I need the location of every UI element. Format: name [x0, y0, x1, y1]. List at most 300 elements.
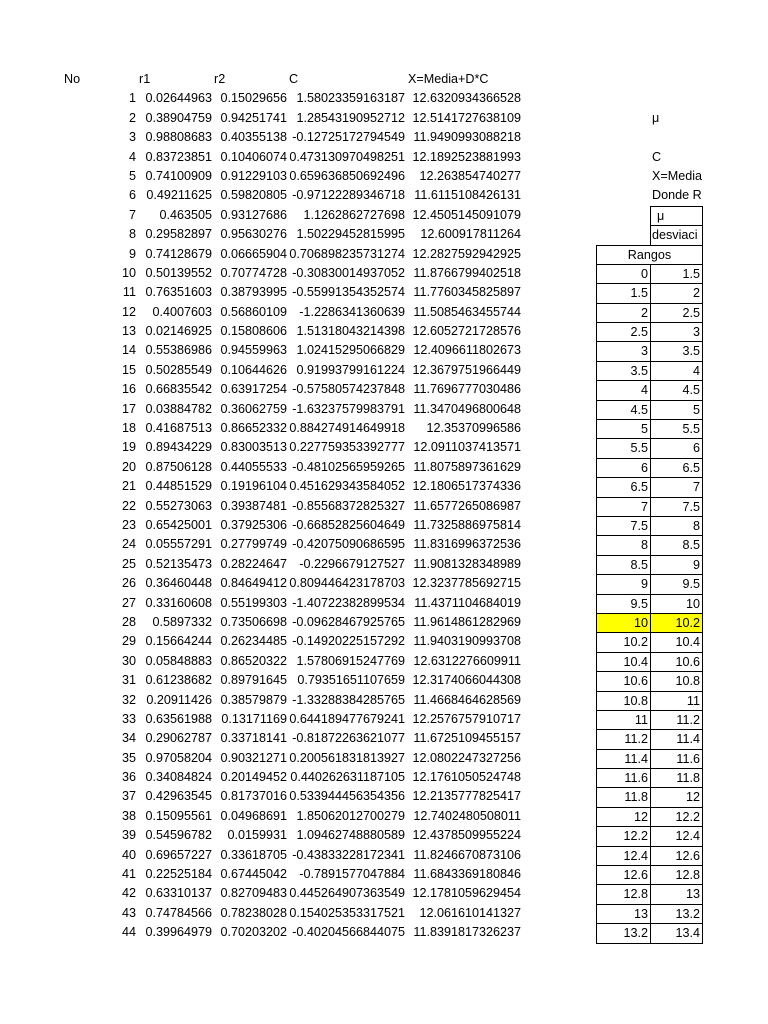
- data-sheet: [0, 70, 596, 943]
- cell-no: 27: [121, 595, 136, 610]
- cell-no: 33: [121, 711, 136, 726]
- cell-no: 13: [121, 324, 136, 339]
- data-row: [0, 322, 596, 341]
- rango-row: [596, 768, 703, 787]
- cell-x: 12.263854740277: [419, 168, 521, 183]
- cell-c: 1.50229452815995: [296, 227, 405, 242]
- cell-r2: 0.10406074: [220, 149, 287, 164]
- data-row: [0, 807, 596, 826]
- cell-no: 12: [121, 304, 136, 319]
- cell-r1: 0.33160608: [145, 595, 212, 610]
- rango-row: [596, 322, 703, 341]
- rango-row: [596, 535, 703, 554]
- data-row: [0, 400, 596, 419]
- cell-c: 1.1262862727698: [303, 207, 405, 222]
- cell-r2: 0.40355138: [220, 130, 287, 145]
- cell-x: 12.7402480508011: [413, 808, 521, 823]
- rangos-table: [596, 264, 703, 944]
- cell-c: 0.91993799161224: [296, 362, 405, 377]
- cell-no: 25: [121, 556, 136, 571]
- rango-from-cell: 5.5: [596, 438, 650, 457]
- cell-no: 18: [121, 421, 136, 436]
- rango-row: [596, 671, 703, 690]
- cell-c: -1.33288384285765: [292, 692, 405, 707]
- cell-no: 39: [121, 828, 136, 843]
- cell-x: 12.061610141327: [419, 905, 521, 920]
- cell-c: 0.440262631187105: [290, 770, 405, 785]
- data-row: [0, 671, 596, 690]
- cell-c: -0.7891577047884: [299, 867, 405, 882]
- cell-r2: 0.94559963: [220, 343, 287, 358]
- data-row: [0, 904, 596, 923]
- cell-r1: 0.50285549: [145, 362, 212, 377]
- rango-row: [596, 555, 703, 574]
- cell-r1: 0.02644963: [145, 91, 212, 106]
- rango-from-cell: 4.5: [596, 400, 650, 419]
- cell-r2: 0.36062759: [220, 401, 287, 416]
- data-row: [0, 206, 596, 225]
- cell-x: 12.3174066044308: [412, 673, 521, 688]
- cell-r1: 0.36460448: [145, 576, 212, 591]
- x-media-note: X=Media: [652, 168, 703, 183]
- cell-r1: 0.42963545: [145, 789, 212, 804]
- cell-r2: 0.59820805: [220, 188, 287, 203]
- cell-r1: 0.61238682: [145, 673, 212, 688]
- cell-x: 12.0911037413571: [413, 440, 521, 455]
- cell-x: 11.6843369180846: [413, 867, 521, 882]
- rango-to-cell: 2: [650, 283, 703, 302]
- rango-from-cell: 11: [596, 710, 650, 729]
- cell-no: 1: [128, 91, 136, 106]
- cell-no: 43: [121, 905, 136, 920]
- cell-x: 12.2827592942925: [412, 246, 521, 261]
- cell-c: -0.97122289346718: [292, 188, 405, 203]
- rango-row: [596, 516, 703, 535]
- rango-to-cell: 13.4: [650, 923, 703, 942]
- rango-from-cell: 10: [596, 613, 650, 632]
- cell-no: 29: [121, 634, 136, 649]
- rangos-header: Rangos: [596, 245, 703, 264]
- cell-x: 11.8075897361629: [413, 459, 521, 474]
- cell-c: 1.58023359163187: [296, 91, 405, 106]
- rango-to-cell: 13: [650, 884, 703, 903]
- cell-c: 1.02415295066829: [296, 343, 405, 358]
- cell-no: 19: [121, 440, 136, 455]
- rango-to-cell: 1.5: [650, 264, 703, 283]
- data-row: [0, 128, 596, 147]
- cell-r2: 0.13171169: [221, 711, 287, 726]
- cell-c: -0.66852825604649: [292, 517, 405, 532]
- cell-x: 12.0802247327256: [412, 750, 521, 765]
- rango-from-cell: 7: [596, 497, 650, 516]
- rango-from-cell: 10.2: [596, 632, 650, 651]
- rango-row: [596, 400, 703, 419]
- rango-row: [596, 884, 703, 903]
- cell-r2: 0.63917254: [220, 382, 287, 397]
- cell-no: 30: [121, 653, 136, 668]
- cell-r1: 0.65425001: [145, 517, 212, 532]
- rango-to-cell: 11.2: [650, 710, 703, 729]
- rango-row: [596, 923, 703, 942]
- data-row: [0, 691, 596, 710]
- cell-c: 0.884274914649918: [289, 421, 405, 436]
- cell-r2: 0.20149452: [220, 770, 287, 785]
- cell-c: -0.12725172794549: [292, 130, 405, 145]
- cell-r1: 0.39964979: [145, 925, 212, 940]
- data-row: [0, 535, 596, 554]
- rango-from-cell: 12.8: [596, 884, 650, 903]
- rango-from-cell: 9.5: [596, 594, 650, 613]
- rango-row: [596, 264, 703, 283]
- cell-r1: 0.69657227: [145, 847, 212, 862]
- rango-to-cell: 8.5: [650, 535, 703, 554]
- cell-r1: 0.05557291: [145, 537, 212, 552]
- cell-c: 1.28543190952712: [296, 110, 405, 125]
- cell-c: -0.40204566844075: [292, 925, 405, 940]
- cell-r1: 0.4007603: [152, 304, 212, 319]
- rango-row: [596, 419, 703, 438]
- cell-x: 11.6115108426131: [414, 188, 521, 203]
- cell-r1: 0.74100909: [145, 168, 212, 183]
- cell-r1: 0.05848883: [145, 653, 212, 668]
- rango-to-cell: 10.4: [650, 632, 703, 651]
- cell-r2: 0.39387481: [220, 498, 287, 513]
- data-row: [0, 264, 596, 283]
- data-row: [0, 497, 596, 516]
- cell-x: 11.7760345825897: [413, 285, 521, 300]
- cell-x: 11.7696777030486: [413, 382, 521, 397]
- cell-r2: 0.33618705: [220, 847, 287, 862]
- cell-no: 22: [121, 498, 136, 513]
- cell-r1: 0.15095561: [145, 808, 212, 823]
- cell-c: 0.473130970498251: [289, 149, 405, 164]
- cell-r1: 0.49211625: [146, 188, 212, 203]
- rango-to-cell: 7: [650, 477, 703, 496]
- rango-from-cell: 2.5: [596, 322, 650, 341]
- cell-no: 40: [121, 847, 136, 862]
- rango-to-cell: 5.5: [650, 419, 703, 438]
- cell-r2: 0.0159931: [227, 828, 287, 843]
- rango-from-cell: 9: [596, 574, 650, 593]
- cell-no: 37: [121, 789, 136, 804]
- cell-r2: 0.44055533: [220, 459, 287, 474]
- data-row: [0, 245, 596, 264]
- cell-no: 26: [121, 576, 136, 591]
- data-row: [0, 516, 596, 535]
- cell-x: 11.7325886975814: [413, 517, 521, 532]
- cell-no: 34: [121, 731, 136, 746]
- rango-from-cell: 6: [596, 458, 650, 477]
- cell-no: 28: [121, 614, 136, 629]
- data-row: [0, 186, 596, 205]
- rango-row: [596, 341, 703, 360]
- rango-to-cell: 2.5: [650, 303, 703, 322]
- cell-no: 16: [121, 382, 136, 397]
- cell-x: 11.4668464628569: [413, 692, 521, 707]
- cell-c: -0.81872263621077: [292, 731, 405, 746]
- header-row: [0, 70, 596, 89]
- cell-r1: 0.38904759: [145, 110, 212, 125]
- cell-x: 12.6320934366528: [412, 91, 521, 106]
- cell-x: 11.9490993088218: [413, 130, 521, 145]
- cell-r2: 0.70203202: [220, 925, 287, 940]
- rango-to-cell: 11.6: [650, 749, 703, 768]
- cell-no: 24: [121, 537, 136, 552]
- desviacion-param-cell: desviaci: [650, 225, 703, 244]
- data-rows: [0, 89, 596, 942]
- cell-x: 12.6312276609911: [413, 653, 521, 668]
- cell-r2: 0.55199303: [220, 595, 287, 610]
- cell-r1: 0.41687513: [145, 421, 212, 436]
- cell-r1: 0.66835542: [145, 382, 212, 397]
- cell-r1: 0.03884782: [145, 401, 212, 416]
- rango-to-cell: 4: [650, 361, 703, 380]
- rango-to-cell: 9.5: [650, 574, 703, 593]
- cell-x: 11.8246670873106: [413, 847, 521, 862]
- rango-from-cell: 1.5: [596, 283, 650, 302]
- rango-to-cell: 6.5: [650, 458, 703, 477]
- cell-r1: 0.29062787: [145, 731, 212, 746]
- rango-from-cell: 10.8: [596, 691, 650, 710]
- cell-no: 7: [128, 207, 136, 222]
- cell-c: -1.40722382899534: [292, 595, 405, 610]
- cell-r2: 0.94251741: [220, 110, 287, 125]
- cell-x: 11.9614861282969: [413, 614, 521, 629]
- rango-to-cell: 10.8: [650, 671, 703, 690]
- cell-no: 15: [121, 362, 136, 377]
- cell-x: 12.35370996586: [426, 421, 521, 436]
- data-row: [0, 652, 596, 671]
- cell-c: 1.57806915247769: [296, 653, 405, 668]
- cell-x: 11.8766799402518: [413, 265, 521, 280]
- cell-r1: 0.74128679: [145, 246, 212, 261]
- rango-to-cell: 12.8: [650, 865, 703, 884]
- data-row: [0, 826, 596, 845]
- cell-c: 0.533944456354356: [289, 789, 405, 804]
- cell-c: 0.706898235731274: [289, 246, 405, 261]
- rango-from-cell: 12.6: [596, 865, 650, 884]
- cell-no: 9: [128, 246, 136, 261]
- data-row: [0, 923, 596, 942]
- cell-r2: 0.70774728: [220, 265, 287, 280]
- data-row: [0, 749, 596, 768]
- cell-c: 1.09462748880589: [296, 828, 405, 843]
- header-no: No: [64, 72, 81, 86]
- cell-no: 17: [121, 401, 136, 416]
- rango-from-cell: 6.5: [596, 477, 650, 496]
- cell-r2: 0.81737016: [220, 789, 287, 804]
- data-row: [0, 225, 596, 244]
- cell-r1: 0.20911426: [146, 692, 212, 707]
- data-row: [0, 594, 596, 613]
- cell-r2: 0.38579879: [220, 692, 287, 707]
- rango-to-cell: 12.6: [650, 846, 703, 865]
- cell-r2: 0.90321271: [220, 750, 287, 765]
- cell-r1: 0.63310137: [145, 886, 212, 901]
- cell-x: 11.4371104684019: [414, 595, 521, 610]
- cell-c: 0.154025353317521: [289, 905, 405, 920]
- data-row: [0, 865, 596, 884]
- data-row: [0, 768, 596, 787]
- rango-row: [596, 904, 703, 923]
- cell-r2: 0.26234485: [220, 634, 287, 649]
- cell-x: 11.6577265086987: [413, 498, 521, 513]
- rango-to-cell: 10: [650, 594, 703, 613]
- cell-r2: 0.37925306: [220, 517, 287, 532]
- data-row: [0, 729, 596, 748]
- cell-r1: 0.463505: [159, 207, 212, 222]
- data-row: [0, 458, 596, 477]
- data-row: [0, 89, 596, 108]
- cell-r1: 0.97058204: [145, 750, 212, 765]
- cell-c: -0.09628467925765: [292, 614, 405, 629]
- rango-from-cell: 4: [596, 380, 650, 399]
- rango-from-cell: 13: [596, 904, 650, 923]
- data-row: [0, 632, 596, 651]
- rango-row: [596, 749, 703, 768]
- rango-row: [596, 632, 703, 651]
- cell-x: 11.5085463455744: [413, 304, 521, 319]
- rango-from-cell: 11.8: [596, 787, 650, 806]
- cell-r2: 0.78238028: [220, 905, 287, 920]
- cell-c: 0.227759353392777: [289, 440, 405, 455]
- cell-no: 20: [121, 459, 136, 474]
- data-row: [0, 884, 596, 903]
- cell-r1: 0.22525184: [145, 867, 212, 882]
- c-note: C: [652, 149, 662, 164]
- cell-r1: 0.02146925: [145, 324, 212, 339]
- cell-c: 1.51318043214398: [296, 324, 405, 339]
- rango-from-cell: 3: [596, 341, 650, 360]
- mu-param-cell: μ: [650, 206, 703, 225]
- cell-x: 11.8316996372536: [413, 537, 521, 552]
- cell-c: -0.55991354352574: [292, 285, 405, 300]
- data-row: [0, 380, 596, 399]
- cell-c: -1.2286341360639: [299, 304, 405, 319]
- data-row: [0, 613, 596, 632]
- cell-c: 0.809446423178703: [289, 576, 405, 591]
- cell-r2: 0.91229103: [220, 168, 287, 183]
- cell-r1: 0.52135473: [145, 556, 212, 571]
- data-row: [0, 438, 596, 457]
- rango-from-cell: 10.6: [596, 671, 650, 690]
- cell-no: 8: [128, 227, 136, 242]
- rango-to-cell: 4.5: [650, 380, 703, 399]
- cell-no: 2: [128, 110, 136, 125]
- rango-from-cell: 12.2: [596, 826, 650, 845]
- cell-r2: 0.84649412: [220, 576, 287, 591]
- rango-row: [596, 710, 703, 729]
- cell-x: 11.9403190993708: [413, 634, 521, 649]
- rango-row: [596, 729, 703, 748]
- cell-x: 11.6725109455157: [413, 731, 521, 746]
- cell-r1: 0.55273063: [145, 498, 212, 513]
- rango-row: [596, 826, 703, 845]
- rango-row-highlighted: [596, 613, 703, 632]
- cell-r2: 0.95630276: [220, 227, 287, 242]
- rango-to-cell: 10.2: [650, 613, 703, 632]
- rango-to-cell: 12: [650, 787, 703, 806]
- rango-to-cell: 7.5: [650, 497, 703, 516]
- cell-c: -0.30830014937052: [292, 265, 405, 280]
- rango-row: [596, 438, 703, 457]
- cell-r1: 0.89434229: [145, 440, 212, 455]
- data-row: [0, 109, 596, 128]
- cell-c: 0.659636850692496: [289, 168, 405, 183]
- data-row: [0, 555, 596, 574]
- cell-no: 32: [121, 692, 136, 707]
- cell-x: 12.3237785692715: [412, 576, 521, 591]
- cell-no: 3: [128, 130, 136, 145]
- data-row: [0, 710, 596, 729]
- cell-c: 0.451629343584052: [289, 479, 405, 494]
- rango-to-cell: 5: [650, 400, 703, 419]
- cell-r1: 0.63561988: [145, 711, 212, 726]
- cell-no: 11: [122, 285, 136, 300]
- rango-from-cell: 12.4: [596, 846, 650, 865]
- cell-no: 4: [128, 149, 136, 164]
- cell-r2: 0.04968691: [220, 808, 287, 823]
- rango-row: [596, 846, 703, 865]
- cell-r2: 0.28224647: [220, 556, 287, 571]
- cell-c: 1.85062012700279: [296, 808, 405, 823]
- cell-x: 11.9081328348989: [413, 556, 521, 571]
- rango-from-cell: 8: [596, 535, 650, 554]
- cell-r2: 0.27799749: [220, 537, 287, 552]
- rango-to-cell: 3: [650, 322, 703, 341]
- cell-x: 11.3470496800648: [413, 401, 521, 416]
- cell-r2: 0.33718141: [220, 731, 287, 746]
- rango-row: [596, 497, 703, 516]
- cell-no: 23: [121, 517, 136, 532]
- cell-x: 12.1806517374336: [412, 479, 521, 494]
- rango-row: [596, 865, 703, 884]
- data-row: [0, 283, 596, 302]
- data-row: [0, 341, 596, 360]
- cell-r1: 0.29582897: [145, 227, 212, 242]
- rango-row: [596, 652, 703, 671]
- rango-to-cell: 11.8: [650, 768, 703, 787]
- cell-x: 12.4505145091079: [412, 207, 521, 222]
- cell-r2: 0.15029656: [220, 91, 287, 106]
- cell-c: -0.14920225157292: [292, 634, 405, 649]
- rango-from-cell: 13.2: [596, 923, 650, 942]
- rango-row: [596, 594, 703, 613]
- cell-no: 14: [121, 343, 136, 358]
- cell-x: 12.1781059629454: [412, 886, 521, 901]
- cell-x: 12.1761050524748: [412, 770, 521, 785]
- cell-no: 36: [121, 770, 136, 785]
- cell-c: -1.63237579983791: [292, 401, 405, 416]
- cell-x: 12.2576757910717: [412, 711, 521, 726]
- cell-r2: 0.83003513: [220, 440, 287, 455]
- cell-r1: 0.44851529: [145, 479, 212, 494]
- cell-x: 12.6052721728576: [412, 324, 521, 339]
- cell-c: -0.85568372825327: [292, 498, 405, 513]
- cell-c: 0.200561831813927: [289, 750, 405, 765]
- rango-to-cell: 11.4: [650, 729, 703, 748]
- cell-no: 35: [121, 750, 136, 765]
- cell-no: 38: [121, 808, 136, 823]
- cell-x: 12.4096611802673: [413, 343, 521, 358]
- cell-no: 44: [121, 925, 136, 940]
- cell-r2: 0.19196104: [220, 479, 287, 494]
- rango-row: [596, 807, 703, 826]
- rango-from-cell: 0: [596, 264, 650, 283]
- side-panel: [596, 89, 703, 943]
- rango-row: [596, 361, 703, 380]
- header-x: X=Media+D*C: [408, 72, 489, 86]
